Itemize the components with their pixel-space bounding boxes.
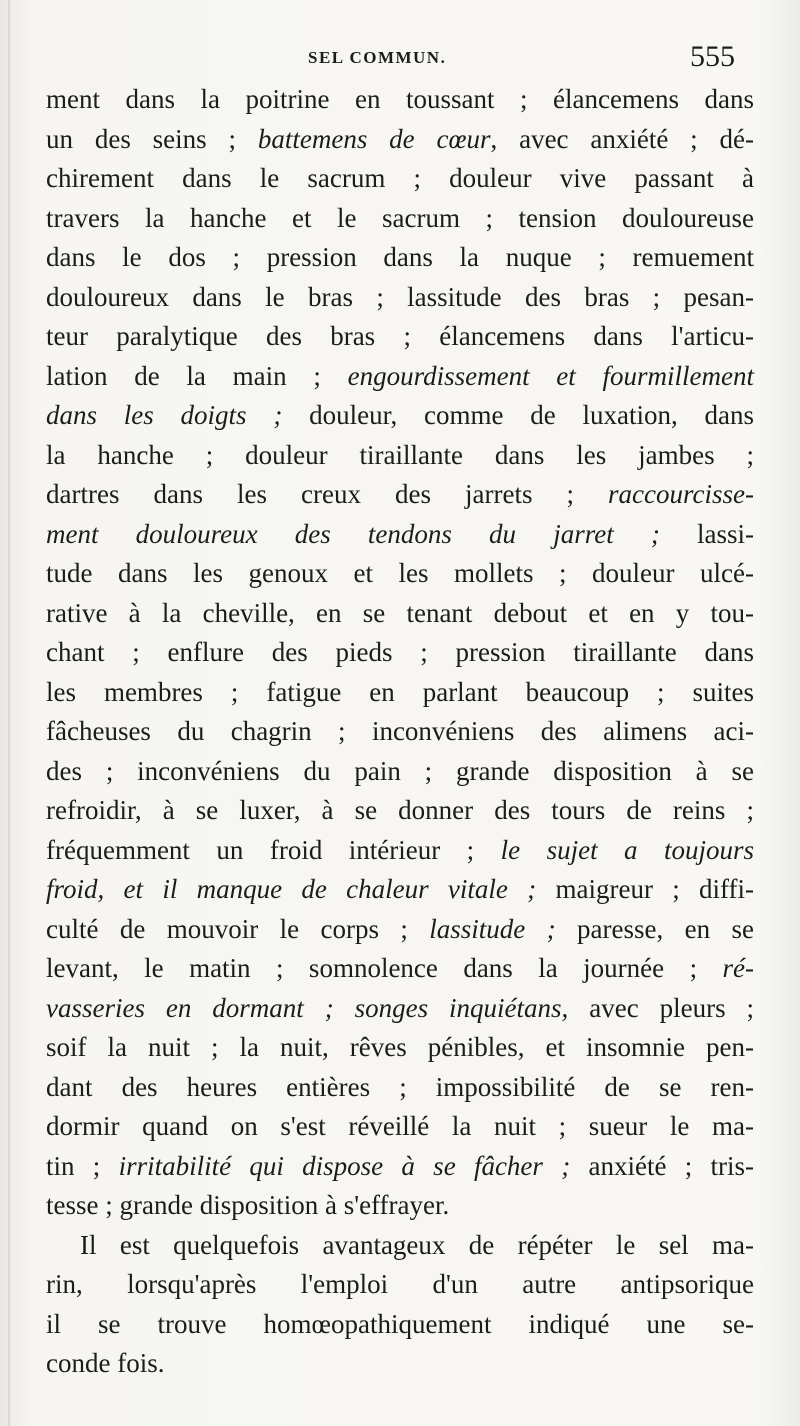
text-segment: il se trouve homœopathiquement indiqué une se- [46, 1308, 754, 1339]
text-line [46, 673, 754, 713]
text-segment: Il est quelquefois avantageux de répéter le sel ma- [80, 1229, 754, 1260]
text-segment: douloureux dans le bras ; lassitude des bras ; pesan- [46, 281, 754, 312]
page-number: 555 [690, 40, 735, 73]
text-line [46, 989, 754, 1029]
text-line [46, 1028, 754, 1068]
text-segment: la hanche ; douleur tiraillante dans les jambes ; [46, 439, 754, 470]
italic-text: raccourcisse- [608, 479, 754, 509]
text-segment: dant des heures entières ; impossibilité de se ren- [46, 1071, 754, 1102]
running-title: SEL COMMUN. [308, 48, 447, 67]
running-head [0, 40, 800, 80]
text-line [46, 1226, 754, 1266]
text-line [46, 159, 754, 199]
text-line [46, 752, 754, 792]
italic-text: irritabilité qui dispose à se fâcher ; [118, 1150, 571, 1181]
text-segment: maigreur ; diffi- [536, 874, 754, 904]
italic-text: le sujet a toujours [500, 834, 754, 865]
text-segment: chant ; enflure des pieds ; pression tiraillante dans [46, 637, 754, 667]
text-segment: teur paralytique des bras ; élancemens dans l'articu- [46, 321, 754, 351]
text-line [46, 80, 754, 120]
text-line [46, 515, 754, 555]
text-segment: tesse ; grande disposition à s'effrayer. [46, 1190, 450, 1220]
italic-text: battemens de cœur [257, 123, 491, 154]
text-segment: avec pleurs ; [568, 992, 755, 1023]
text-line [46, 1186, 754, 1226]
text-line [46, 199, 754, 239]
text-segment: paresse, en se [555, 913, 755, 944]
text-segment: tude dans les genoux et les mollets ; douleur ulcé- [46, 558, 754, 588]
text-line [46, 1107, 754, 1147]
text-line [46, 870, 754, 910]
text-segment: fréquemment un froid intérieur ; [46, 834, 501, 865]
text-segment: rative à la cheville, en se tenant debout et en y tou- [46, 597, 754, 628]
text-segment: ment dans la poitrine en toussant ; élancemens dans [46, 84, 754, 114]
text-segment: , avec anxiété ; dé- [490, 123, 754, 154]
text-segment: culté de mouvoir le corps ; [46, 913, 430, 944]
text-line [46, 791, 754, 831]
body-text [46, 80, 754, 1384]
text-segment: refroidir, à se luxer, à se donner des tours de reins ; [46, 795, 754, 825]
text-line [46, 831, 754, 871]
page-edge-shadow [8, 0, 10, 1426]
italic-text: froid, et il manque de chaleur vitale ; [46, 874, 537, 904]
text-segment: dans le dos ; pression dans la nuque ; remuement [46, 242, 754, 272]
text-segment: des ; inconvéniens du pain ; grande disposition à se [46, 755, 754, 786]
text-segment: chirement dans le sacrum ; douleur vive passant à [46, 163, 754, 193]
text-line [46, 120, 754, 160]
text-segment: lassi- [659, 518, 754, 549]
text-line [46, 633, 754, 673]
text-line [46, 949, 754, 989]
italic-text: vasseries en dormant ; songes inquiétans, [46, 992, 569, 1023]
text-segment: soif la nuit ; la nuit, rêves pénibles, et insomnie pen- [46, 1032, 754, 1062]
text-segment: douleur, comme de luxation, dans [282, 400, 754, 430]
text-segment: tin ; [46, 1150, 119, 1181]
text-line [46, 910, 754, 950]
text-line [46, 1147, 754, 1187]
text-line [46, 1344, 754, 1384]
text-segment: rin, lorsqu'après l'emploi d'un autre antipsorique [46, 1269, 754, 1299]
text-line [46, 1265, 754, 1305]
italic-text: ré- [722, 953, 754, 983]
text-line [46, 436, 754, 476]
text-segment: dartres dans les creux des jarrets ; [46, 479, 609, 509]
text-line [46, 594, 754, 634]
text-segment: fâcheuses du chagrin ; inconvéniens des alimens aci- [46, 716, 754, 746]
text-line [46, 278, 754, 318]
italic-text: ment douloureux des tendons du jarret ; [46, 518, 660, 549]
text-line [46, 475, 754, 515]
text-line [46, 712, 754, 752]
text-segment: dormir quand on s'est réveillé la nuit ; sueur le ma- [46, 1111, 754, 1141]
text-line [46, 357, 754, 397]
italic-text: lassitude ; [429, 913, 556, 944]
italic-text: dans les doigts ; [46, 400, 283, 430]
text-line [46, 1305, 754, 1345]
text-segment: anxiété ; tris- [570, 1150, 754, 1181]
text-line [46, 554, 754, 594]
text-segment: conde fois. [46, 1348, 165, 1378]
text-line [46, 1068, 754, 1108]
text-line [46, 317, 754, 357]
text-segment: un des seins ; [46, 123, 258, 154]
italic-text: engourdissement et fourmillement [347, 360, 754, 391]
text-line [46, 238, 754, 278]
text-segment: les membres ; fatigue en parlant beaucoup ; suites [46, 676, 754, 707]
text-segment: lation de la main ; [46, 360, 348, 391]
text-segment: levant, le matin ; somnolence dans la journée ; [46, 953, 723, 983]
text-segment: travers la hanche et le sacrum ; tension douloureuse [46, 202, 754, 233]
text-line [46, 396, 754, 436]
